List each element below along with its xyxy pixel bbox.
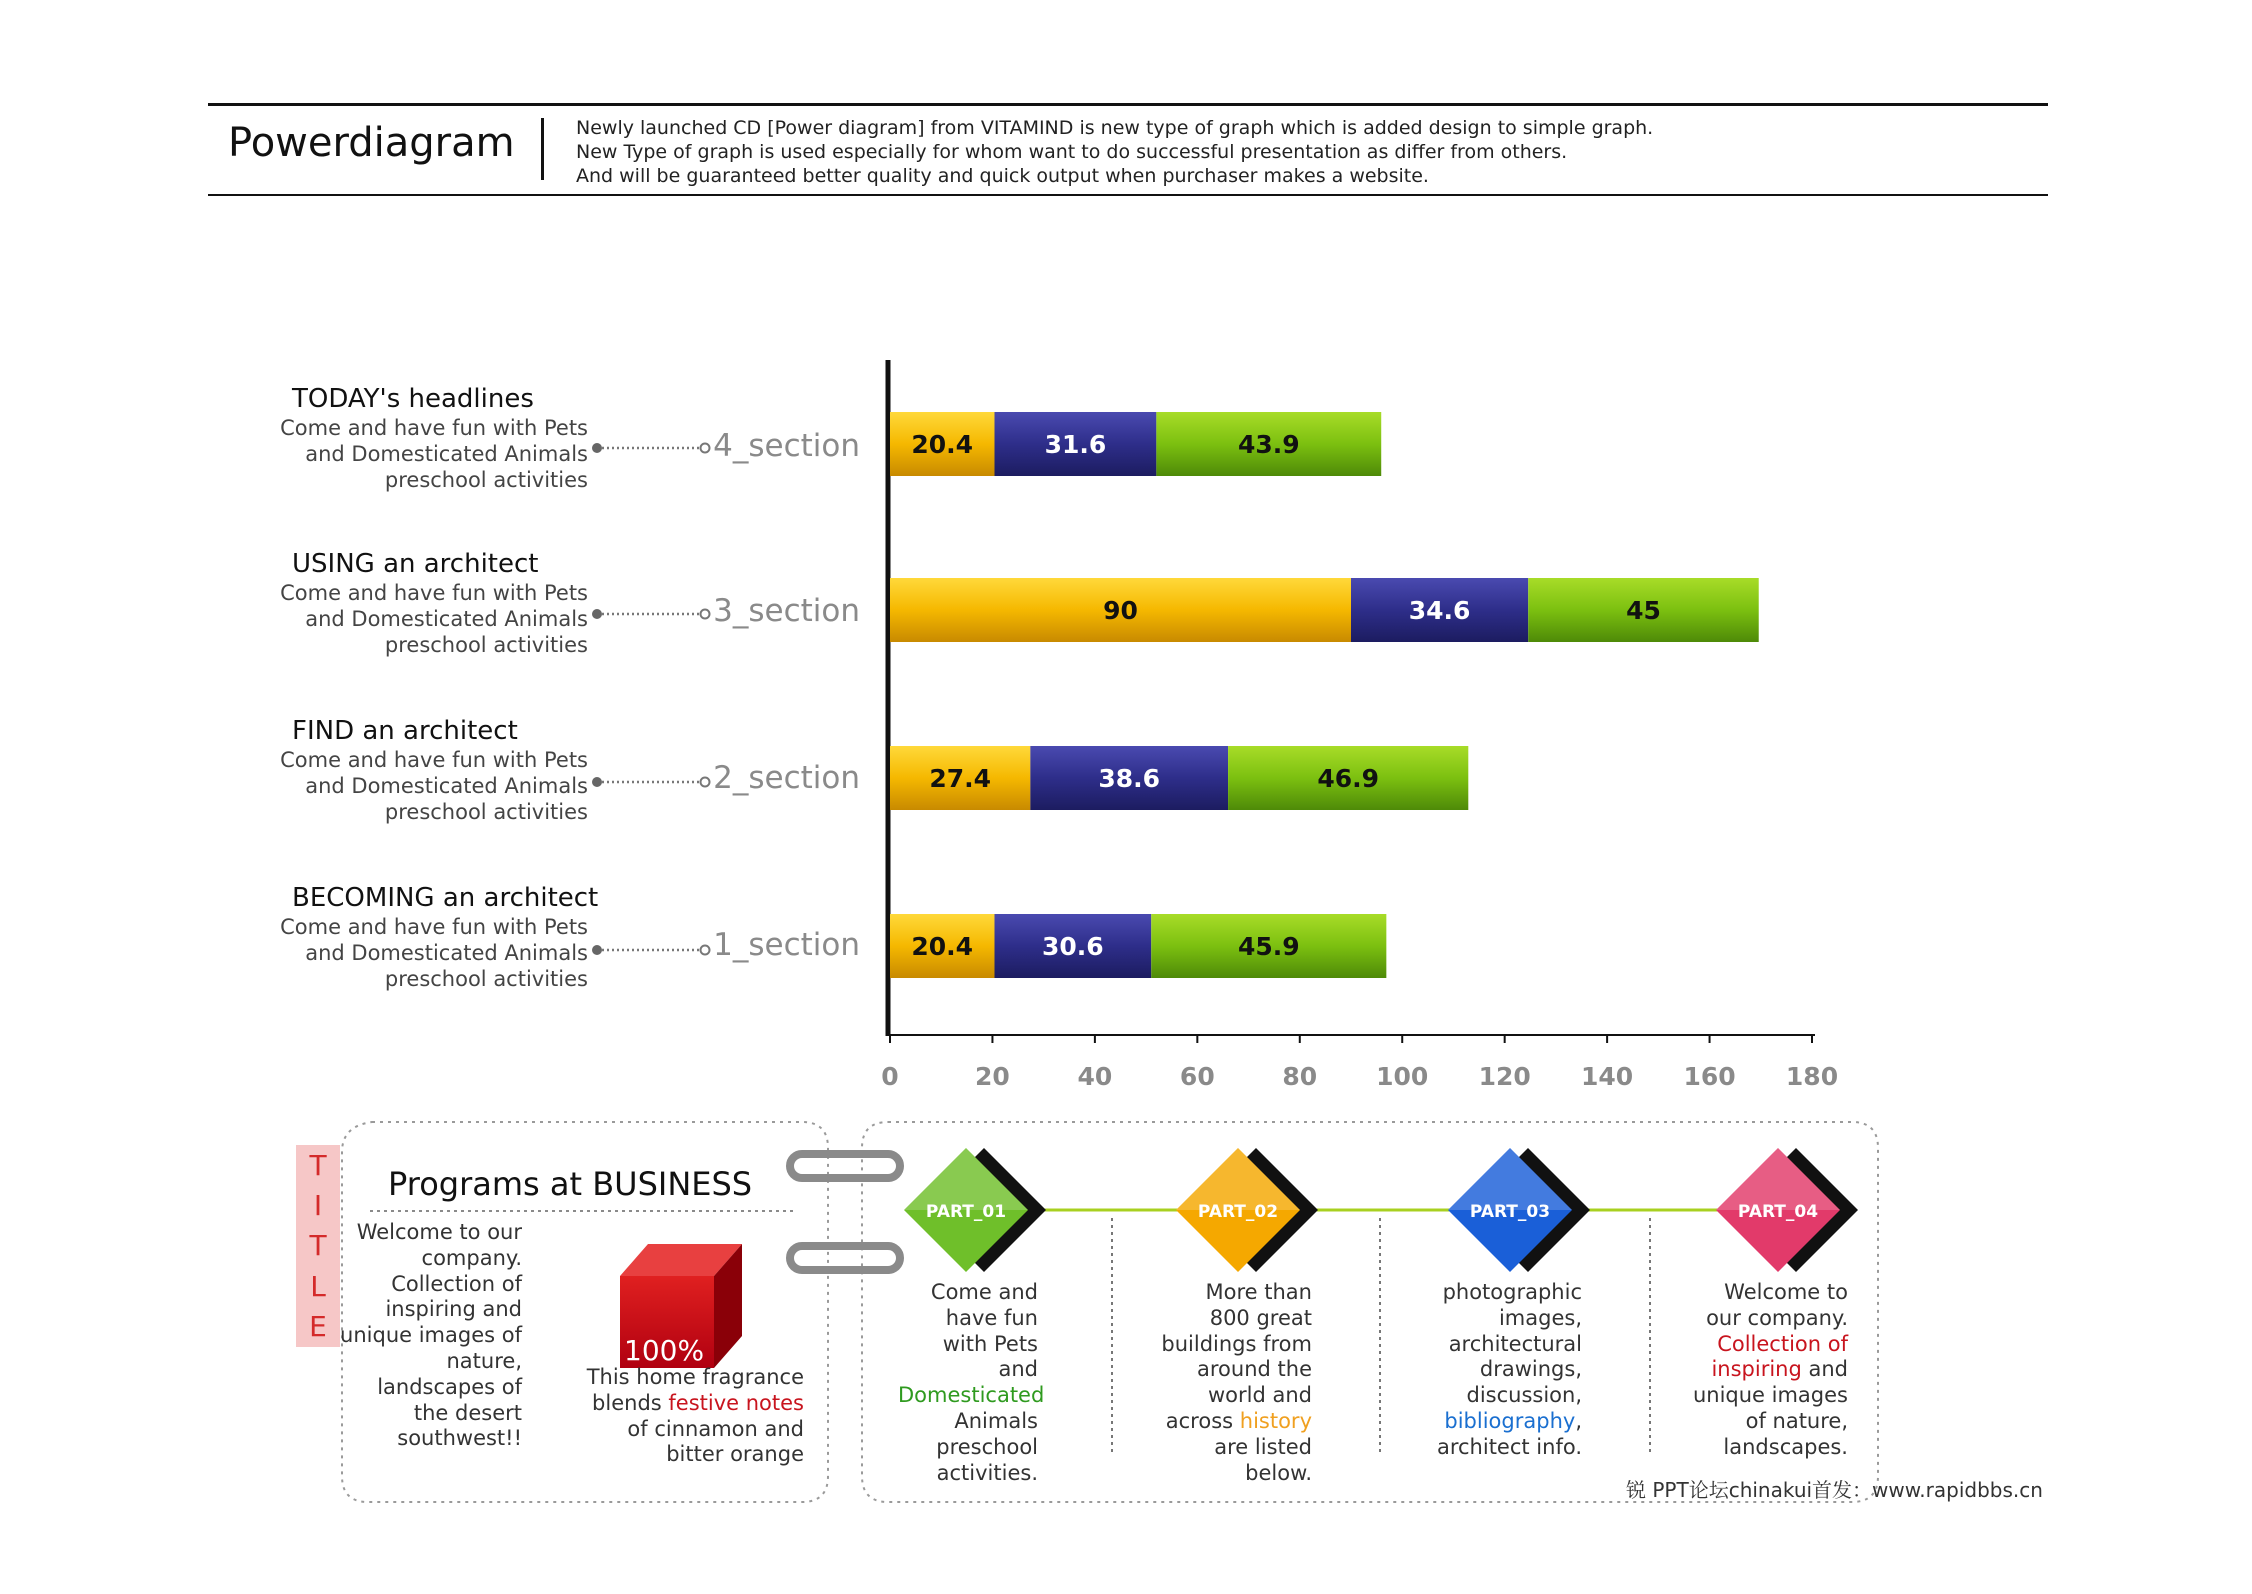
x-tick-label: 140	[1581, 1062, 1634, 1091]
x-tick-label: 80	[1282, 1062, 1318, 1091]
row-4-desc: Come and have fun with Pets and Domesticated Animals preschool activities	[280, 416, 588, 492]
bar-value-label: 34.6	[1408, 596, 1471, 625]
part-4-text-a: Welcome to our company.	[1706, 1280, 1848, 1330]
bar-value-label: 20.4	[911, 932, 974, 961]
part-3-text-a: photographic images, architectural drawings, discussion,	[1442, 1280, 1582, 1408]
part-4-text-b: and unique images of nature, landscapes.	[1692, 1357, 1848, 1459]
part-4-diamond-icon	[1716, 1148, 1858, 1272]
x-tick-label: 40	[1077, 1062, 1113, 1091]
part-1-label: PART_01	[925, 1202, 1007, 1222]
part-2-diamond-icon	[1176, 1148, 1318, 1272]
row-2-title: FIND an architect	[292, 716, 518, 746]
bar-value-label: 46.9	[1317, 764, 1380, 793]
x-tick-label: 120	[1478, 1062, 1531, 1091]
row-3-title: USING an architect	[292, 549, 539, 579]
vertical-title-letter: T	[309, 1148, 327, 1182]
part-3-text	[1420, 1280, 1582, 1461]
part-2-text	[1160, 1280, 1312, 1486]
header-desc-line-1: Newly launched CD [Power diagram] from VITAMIND is new type of graph which is added design to simple graph.	[576, 117, 1654, 139]
row-connector-ring	[701, 610, 710, 619]
part-3-label: PART_03	[1469, 1202, 1551, 1222]
part-1-text	[898, 1280, 1045, 1486]
programs-title: Programs at BUSINESS	[388, 1165, 753, 1203]
part-4-text-highlight: Collection of inspiring	[1711, 1331, 1848, 1382]
row-connector-ring	[701, 444, 710, 453]
header-desc-line-3: And will be guaranteed better quality and quick output when purchaser makes a website.	[576, 165, 1429, 187]
cube-label-svg	[620, 1330, 720, 1370]
bar-value-label: 30.6	[1042, 932, 1104, 961]
bar-value-label: 43.9	[1237, 430, 1300, 459]
cube-percent-label: 100%	[624, 1334, 705, 1367]
row-3-section-label: 3_section	[713, 593, 860, 629]
row-connector-dot	[592, 777, 602, 787]
x-tick-label: 0	[881, 1062, 899, 1091]
row-4-title: TODAY's headlines	[292, 384, 534, 414]
part-2-text-a: More than 800 great buildings from around the world and across	[1161, 1280, 1312, 1433]
vertical-title-letter: I	[313, 1189, 323, 1223]
row-1-desc: Come and have fun with Pets and Domesticated Animals preschool activities	[280, 915, 588, 991]
vertical-title-letter: E	[309, 1310, 327, 1344]
row-4-section-label: 4_section	[713, 428, 860, 464]
part-3-text-b: , architect info.	[1436, 1408, 1582, 1459]
bar-value-label: 90	[1103, 596, 1138, 625]
programs-desc: Welcome to our company. Collection of inspiring and unique images of nature, landscapes of the desert southwest!!	[340, 1220, 522, 1451]
row-connector-ring	[701, 778, 710, 787]
part-4-label: PART_04	[1737, 1202, 1819, 1222]
bar-value-label: 27.4	[929, 764, 992, 793]
page-title: Powerdiagram	[228, 120, 515, 166]
vertical-title-tab	[296, 1145, 340, 1347]
vertical-title-letter: L	[310, 1269, 326, 1303]
x-tick-label: 160	[1683, 1062, 1736, 1091]
bar-value-label: 45.9	[1237, 932, 1300, 961]
bar-value-label: 20.4	[911, 430, 974, 459]
row-3-desc: Come and have fun with Pets and Domesticated Animals preschool activities	[280, 581, 588, 657]
binder-ring-bottom	[790, 1246, 900, 1270]
header-desc-line-2: New Type of graph is used especially for whom want to do successful presentation as differ from others.	[576, 141, 1568, 163]
part-2-text-b: are listed below.	[1214, 1434, 1312, 1485]
part-4-text	[1690, 1280, 1848, 1461]
row-connector-dot	[592, 609, 602, 619]
cube-desc	[582, 1365, 804, 1468]
bar-value-label: 31.6	[1044, 430, 1107, 459]
row-1-section-label: 1_section	[713, 927, 860, 963]
row-2-desc: Come and have fun with Pets and Domesticated Animals preschool activities	[280, 748, 588, 824]
part-1-diamond-icon	[904, 1148, 1046, 1272]
bar-value-label: 45	[1626, 596, 1661, 625]
cube-desc-text-2: of cinnamon and bitter orange	[627, 1416, 804, 1467]
part-1-text-highlight: Domesticated	[898, 1383, 1045, 1408]
row-connector-dot	[592, 443, 602, 453]
part-1-text-b: Animals preschool activities.	[936, 1408, 1038, 1485]
part-2-label: PART_02	[1197, 1202, 1279, 1222]
row-connector-dot	[592, 945, 602, 955]
row-2-section-label: 2_section	[713, 760, 860, 796]
cube-desc-highlight: festive notes	[668, 1390, 804, 1415]
bar-value-label: 38.6	[1098, 764, 1161, 793]
part-2-text-highlight: history	[1239, 1408, 1312, 1433]
x-tick-label: 60	[1179, 1062, 1215, 1091]
part-3-text-highlight: bibliography	[1444, 1408, 1576, 1433]
part-3-diamond-icon	[1448, 1148, 1590, 1272]
part-1-text-a: Come and have fun with Pets and	[930, 1280, 1038, 1382]
binder-ring-top	[790, 1154, 900, 1178]
cube-desc-text-1: This home fragrance blends	[586, 1365, 804, 1415]
row-1-title: BECOMING an architect	[292, 883, 599, 913]
footer-credit: 锐 PPT论坛chinakui首发：www.rapidbbs.cn	[1626, 1478, 2043, 1502]
x-tick-label: 100	[1376, 1062, 1429, 1091]
vertical-title-letter: T	[309, 1229, 327, 1263]
row-connector-ring	[701, 946, 710, 955]
x-tick-label: 180	[1785, 1062, 1839, 1091]
x-tick-label: 20	[975, 1062, 1010, 1091]
